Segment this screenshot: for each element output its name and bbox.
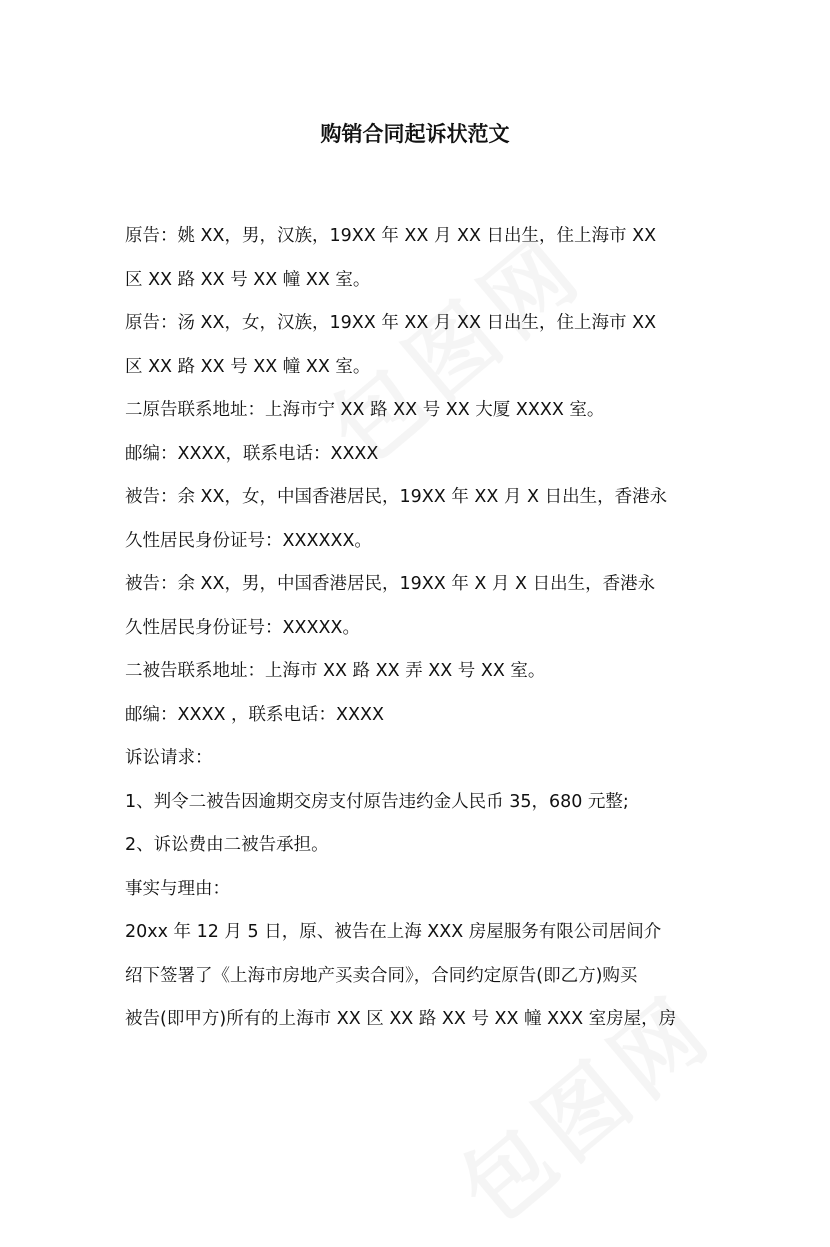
text-line: 1、判令二被告因逾期交房支付原告违约金人民币 35，680 元整;: [125, 791, 629, 812]
document-title: 购销合同起诉状范文: [320, 122, 510, 146]
text-line: 被告(即甲方)所有的上海市 XX 区 XX 路 XX 号 XX 幢 XXX 室房屋，房: [125, 1009, 677, 1029]
document-body: [125, 215, 711, 1042]
text-line: 二被告联系地址：上海市 XX 路 XX 弄 XX 号 XX 室。: [125, 661, 546, 681]
text-line: 二原告联系地址：上海市宁 XX 路 XX 号 XX 大厦 XXXX 室。: [125, 400, 605, 420]
text-line: 邮编：XXXX ，联系电话：XXXX: [125, 704, 384, 725]
text-line: 久性居民身份证号：XXXXXX。: [125, 530, 372, 551]
text-line: 区 XX 路 XX 号 XX 幢 XX 室。: [125, 269, 371, 290]
section-heading: 诉讼请求：: [125, 748, 213, 768]
text-line: 被告：余 XX，男，中国香港居民，19XX 年 X 月 X 日出生，香港永: [125, 574, 656, 594]
text-line: 原告：姚 XX，男，汉族，19XX 年 XX 月 XX 日出生，住上海市 XX: [125, 226, 657, 246]
text-line: 绍下签署了《上海市房地产买卖合同》，合同约定原告(即乙方)购买: [125, 965, 638, 986]
text-line: 久性居民身份证号：XXXXX。: [125, 617, 360, 638]
text-line: 区 XX 路 XX 号 XX 幢 XX 室。: [125, 356, 371, 377]
text-line: 原告：汤 XX，女，汉族，19XX 年 XX 月 XX 日出生，住上海市 XX: [125, 313, 657, 333]
text-line: 被告：余 XX，女，中国香港居民，19XX 年 XX 月 X 日出生，香港永: [125, 487, 668, 507]
text-line: 邮编：XXXX，联系电话：XXXX: [125, 443, 379, 464]
text-line: 20xx 年 12 月 5 日，原、被告在上海 XXX 房屋服务有限公司居间介: [125, 922, 662, 942]
text-line: 2、诉讼费由二被告承担。: [125, 835, 329, 855]
section-heading: 事实与理由：: [125, 878, 230, 899]
